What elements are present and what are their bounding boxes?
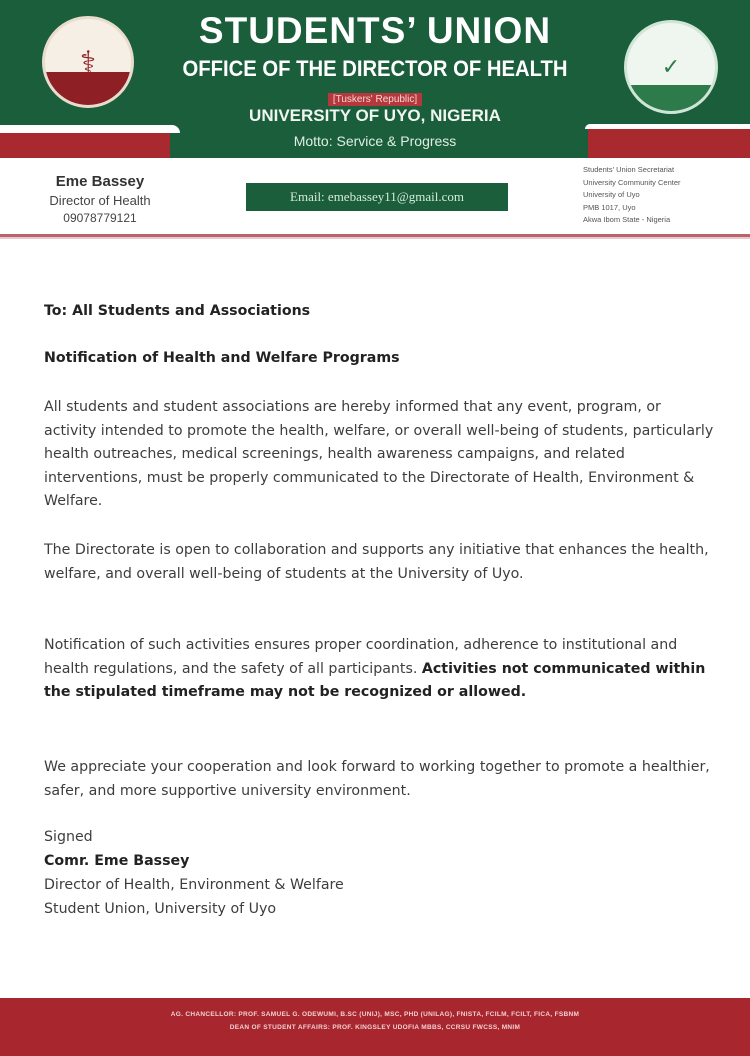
paragraph-3-warning: Activities not communicated within the stipulated timeframe may not be recognized or allowed. — [44, 660, 706, 700]
letterhead-subtitle: OFFICE OF THE DIRECTOR OF HEALTH — [182, 56, 568, 81]
signatory-name: Comr. Eme Bassey — [44, 853, 190, 869]
university-name: UNIVERSITY OF UYO, NIGERIA — [249, 106, 501, 125]
letterhead-title: STUDENTS’ UNION — [198, 10, 552, 51]
email-banner — [246, 183, 508, 211]
paragraph-3-text: Notification of such activities ensures proper coordination, adherence to institutional and health regulations, and the safety of all participants. — [44, 637, 678, 677]
letterhead-footer — [0, 998, 750, 1056]
university-crest-icon: ⚕ — [42, 16, 134, 108]
email-address[interactable]: Email: emebassey11@gmail.com — [290, 189, 464, 204]
letter-recipient: To: All Students and Associations — [44, 303, 311, 319]
letter-paragraph-4: We appreciate your cooperation and look forward to working together to promote a healthier, safer, and more supportive university environment. — [44, 759, 710, 799]
footer-dean: DEAN OF STUDENT AFFAIRS: PROF. KINGSLEY UDOFIA MBBS, CCRSU FWCSS, MNIM — [229, 1024, 521, 1031]
header-divider-shadow — [0, 237, 750, 239]
contact-phone: 09078779121 — [63, 211, 137, 225]
letter-paragraph-2: The Directorate is open to collaboration and supports any initiative that enhances the health, welfare, and overall well-being of students at the University of Uyo. — [44, 542, 709, 582]
contact-name: Eme Bassey — [55, 173, 145, 190]
address-line: Akwa Ibom State - Nigeria — [583, 215, 671, 225]
address-line: Students' Union Secretariat — [583, 165, 675, 174]
signed-label: Signed — [44, 829, 93, 845]
contact-role: Director of Health — [49, 193, 151, 208]
motto: Motto: Service & Progress — [293, 133, 457, 149]
students-union-seal-icon: ✓ — [624, 20, 718, 114]
letter-paragraph-3 — [44, 634, 714, 705]
banner-divider-left — [0, 125, 180, 133]
signatory-organization: Student Union, University of Uyo — [44, 901, 277, 917]
signatory-title: Director of Health, Environment & Welfare — [44, 877, 344, 893]
footer-chancellor: AG. CHANCELLOR: PROF. SAMUEL G. ODEWUMI, B.SC (UNIJ), MSC, PHD (UNILAG), FNISTA, FCILM, FCILT, FICA, FSBNM — [170, 1011, 580, 1018]
address-line: PMB 1017, Uyo — [583, 202, 636, 212]
letterhead-tagline: [Tuskers' Republic] — [328, 93, 422, 106]
address-line: University Community Center — [583, 177, 681, 187]
letter-subject: Notification of Health and Welfare Programs — [44, 350, 400, 366]
letter-paragraph-1: All students and student associations are hereby informed that any event, program, or activity intended to promote the health, welfare, or overall well-being of students, particularly health outreaches, medical screenings, health awareness campaigns, and related interventions, must be properly communicated to the Directorate of Health, Environment & Welfare. — [44, 399, 714, 509]
office-address — [583, 164, 748, 227]
address-line: University of Uyo — [583, 190, 640, 200]
